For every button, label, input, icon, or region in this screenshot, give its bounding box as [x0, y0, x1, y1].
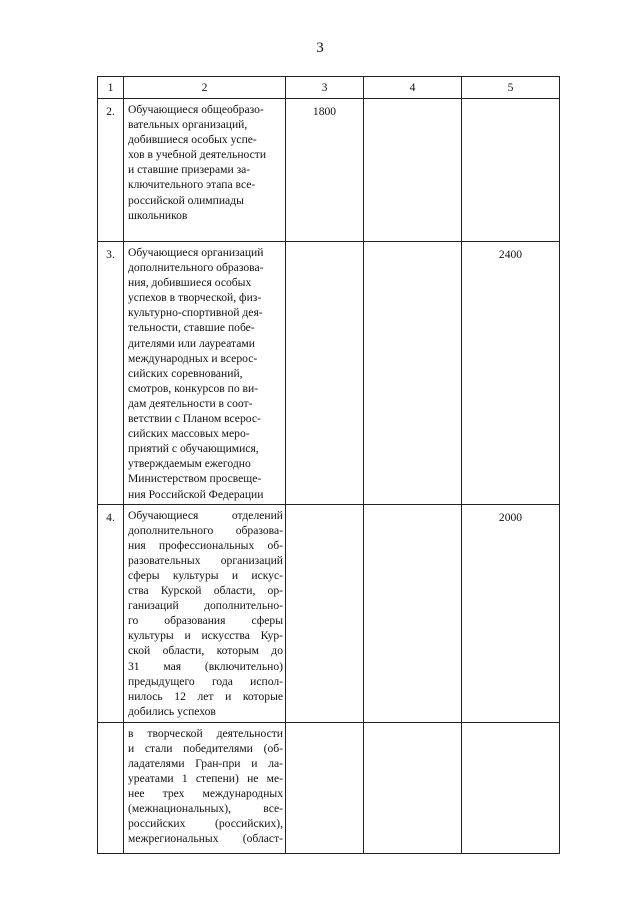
description-line: добившиеся особых успе- [128, 133, 257, 147]
description-line: го образования сферы [128, 614, 283, 628]
header-cell-1: 1 [98, 77, 124, 99]
description-line: ния Российской Федерации [128, 487, 264, 501]
amount-col5 [462, 99, 560, 242]
amount-col4 [364, 722, 462, 853]
description-line: дополнительного образова- [128, 261, 264, 275]
description-line: хов в учебной деятельности [128, 148, 267, 162]
description-line: ской области, которым до [128, 644, 283, 658]
description-line: уреатами 1 степени) не ме- [128, 771, 283, 785]
description-line: Министерством просвеще- [128, 472, 262, 486]
description-line: ладателями Гран-при и ла- [128, 756, 283, 770]
description-line: дополнительного образова- [128, 523, 283, 537]
amount-col5: 2000 [462, 504, 560, 722]
table-row [98, 242, 560, 505]
description-line: смотров, конкурсов по ви- [128, 381, 259, 395]
description-line: нее трех международных [128, 786, 283, 800]
table-header-row [98, 77, 560, 99]
description-line: ства Курской области, ор- [128, 584, 283, 598]
description-line: международных и всерос- [128, 351, 258, 365]
description-line: сферы культуры и искус- [128, 568, 283, 582]
description-line: ключительного этапа все- [128, 178, 256, 192]
description-line: российских (российских), [128, 817, 283, 831]
amount-col4 [364, 99, 462, 242]
description-line: сийских соревнований, [128, 366, 243, 380]
description-line: дителями или лауреатами [128, 336, 255, 350]
amount-col3 [286, 242, 364, 505]
amount-col5 [462, 722, 560, 853]
header-cell-3: 3 [286, 77, 364, 99]
table-row [98, 99, 560, 242]
description-line: 31 мая (включительно) [128, 659, 283, 673]
amount-col3: 1800 [286, 99, 364, 242]
row-number: 2. [98, 99, 124, 242]
description-line: ветствии с Планом всерос- [128, 412, 261, 426]
description-line: добились успехов [128, 704, 216, 718]
header-cell-4: 4 [364, 77, 462, 99]
description-line: культуры и искусства Кур- [128, 629, 283, 643]
header-cell-2: 2 [124, 77, 286, 99]
description-line: Обучающиеся общеобразо- [128, 103, 264, 116]
description-line: ния профессиональных об- [128, 538, 283, 552]
amount-col3 [286, 722, 364, 853]
row-description [124, 722, 286, 853]
amount-col4 [364, 504, 462, 722]
description-line: разовательных организаций [128, 553, 283, 567]
description-line: и ставшие призерами за- [128, 163, 251, 177]
amount-col4 [364, 242, 462, 505]
benefits-table [97, 76, 560, 854]
description-line: тельности, ставшие побе- [128, 321, 255, 335]
description-line: школьников [128, 208, 188, 222]
table-row [98, 722, 560, 853]
amount-col3 [286, 504, 364, 722]
description-line: Обучающиеся отделений [128, 508, 283, 522]
page-number: 3 [316, 40, 324, 56]
description-line: ганизаций дополнительно- [128, 599, 283, 613]
description-line: вательных организаций, [128, 118, 248, 132]
row-number: 3. [98, 242, 124, 505]
description-line: приятий с обучающимися, [128, 442, 259, 456]
row-description [124, 504, 286, 722]
description-line: успехов в творческой, физ- [128, 291, 262, 305]
description-line: и стали победителями (об- [128, 741, 283, 755]
description-line: в творческой деятельности [128, 726, 283, 740]
amount-col5: 2400 [462, 242, 560, 505]
description-line: Обучающиеся организаций [128, 246, 264, 259]
description-line: сийских массовых меро- [128, 427, 250, 441]
header-cell-5: 5 [462, 77, 560, 99]
description-line: ния, добившиеся особых [128, 276, 252, 290]
description-line: культурно-спортивной дея- [128, 306, 263, 320]
description-line: утверждаемым ежегодно [128, 457, 251, 471]
row-number [98, 722, 124, 853]
description-line: дам деятельности в соот- [128, 396, 253, 410]
description-line: предыдущего года испол- [128, 674, 283, 688]
description-line: российской олимпиады [128, 193, 244, 207]
description-line: нилось 12 лет и которые [128, 689, 283, 703]
description-line: (межнациональных), все- [128, 802, 283, 816]
description-line: межрегиональных (област- [128, 832, 283, 846]
row-description [124, 99, 286, 242]
table-row [98, 504, 560, 722]
row-description [124, 242, 286, 505]
row-number: 4. [98, 504, 124, 722]
